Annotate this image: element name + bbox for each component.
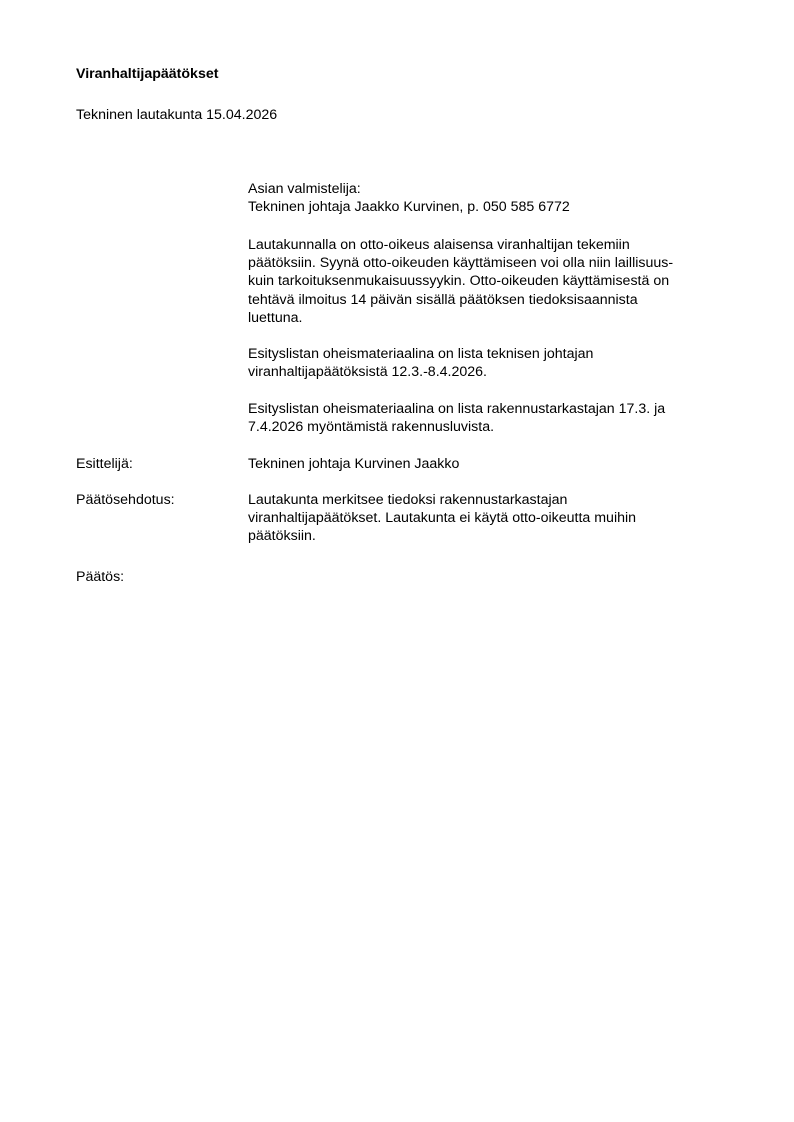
body-paragraph-1 [248,236,726,327]
preparer-name: Tekninen johtaja Jaakko Kurvinen, p. 050 585 6772 [248,199,570,216]
paragraph-line: Esityslistan oheismateriaalina on lista rakennustarkastajan 17.3. ja [248,401,666,417]
preparer-block [248,180,726,216]
document-title: Viranhaltijapäätökset [76,66,219,82]
presenter-label: Esittelijä: [76,456,133,472]
paragraph-line: Lautakunnalla on otto-oikeus alaisensa viranhaltijan tekemiin [248,237,630,253]
proposal-line: päätöksiin. [248,528,316,545]
paragraph-line: luettuna. [248,309,303,326]
decision-label: Päätös: [76,569,125,585]
proposal-line: viranhaltijapäätökset. Lautakunta ei käytä otto-oikeutta muihin [248,510,637,527]
body-paragraph-3 [248,400,726,436]
paragraph-line: Esityslistan oheismateriaalina on lista teknisen johtajan [248,346,594,362]
meeting-info: Tekninen lautakunta 15.04.2026 [76,107,278,123]
paragraph-line: päätöksiin. Syynä otto-oikeuden käyttämiseen voi olla niin laillisuus- [248,255,674,272]
presenter-value-block [248,455,726,473]
paragraph-line: tehtävä ilmoitus 14 päivän sisällä päätöksen tiedoksisaannista [248,291,638,308]
paragraph-line: kuin tarkoituksenmukaisuussyykin. Otto-oikeuden käyttämisestä on [248,273,670,290]
proposal-line: Lautakunta merkitsee tiedoksi rakennustarkastajan [248,492,568,508]
body-paragraph-2 [248,345,726,381]
presenter-value: Tekninen johtaja Kurvinen Jaakko [248,456,460,472]
proposal-label: Päätösehdotus: [76,492,175,508]
paragraph-line: viranhaltijapäätöksistä 12.3.-8.4.2026. [248,364,487,381]
proposal-value-block [248,491,726,546]
paragraph-line: 7.4.2026 myöntämistä rakennusluvista. [248,419,495,436]
preparer-heading: Asian valmistelija: [248,181,361,197]
